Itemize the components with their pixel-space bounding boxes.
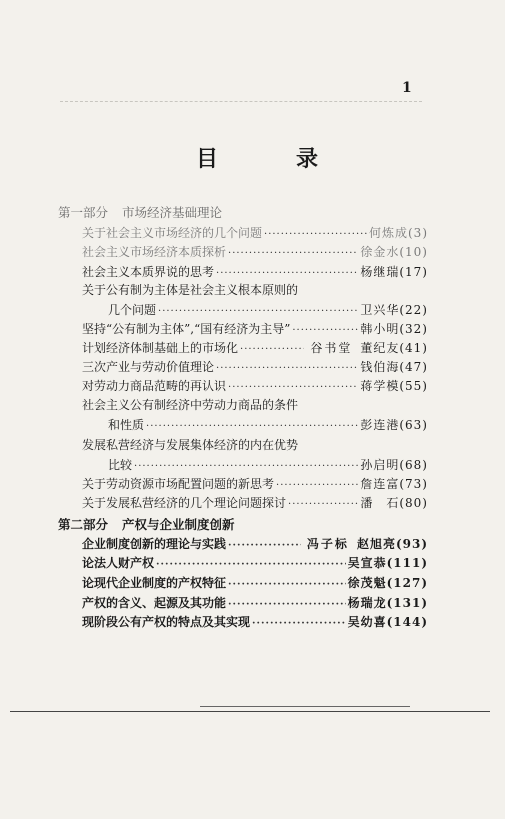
page-title: 目 录: [196, 146, 347, 172]
leader-dots: [264, 229, 367, 240]
part-name: 市场经济基础理论: [122, 205, 223, 220]
page-number: 1: [402, 80, 412, 96]
entry-coauthor: 谷书堂: [310, 341, 353, 355]
leader-dots: [158, 306, 358, 317]
leader-dots: [228, 382, 358, 393]
entry-title-line1: 发展私营经济与发展集体经济的内在优势: [82, 438, 299, 452]
entry-title: 对劳动力商品范畴的再认识: [82, 379, 227, 393]
entry-title: 和性质: [108, 418, 145, 432]
entry-title: 比较: [108, 458, 133, 472]
entry-title: 社会主义市场经济本质探析: [82, 245, 227, 259]
toc-entry: [82, 613, 428, 631]
entry-author: 詹连富(73): [360, 477, 428, 491]
leader-dots: [228, 579, 346, 590]
entry-author: 孙启明(68): [360, 458, 428, 472]
leader-dots: [228, 540, 301, 551]
part-label: 第一部分: [58, 205, 109, 220]
part-label: 第二部分: [58, 517, 109, 532]
leader-dots: [252, 618, 346, 629]
entry-author: 彭连港(63): [360, 418, 428, 432]
entry-title: 企业制度创新的理论与实践: [82, 537, 227, 551]
part-heading: [58, 515, 235, 533]
entry-title-line1: 关于公有制为主体是社会主义根本原则的: [82, 283, 299, 297]
toc-entry: [82, 339, 428, 357]
toc-entry: [108, 301, 428, 319]
entry-author: 徐茂魁(127): [347, 576, 428, 590]
entry-title: 产权的含义、起源及其功能: [82, 596, 227, 610]
entry-title: 论法人财产权: [82, 556, 155, 570]
toc-entry: [82, 320, 428, 338]
footer-rule-short: [200, 706, 410, 707]
entry-author: 吴幼喜(144): [347, 615, 428, 629]
leader-dots: [216, 268, 358, 279]
leader-dots: [240, 344, 304, 355]
toc-entry: [82, 535, 428, 553]
leader-dots: [156, 559, 346, 570]
entry-author: 钱伯海(47): [360, 360, 428, 374]
entry-author: 赵旭亮(93): [356, 537, 428, 551]
toc-entry: [82, 377, 428, 395]
entry-author: 韩小明(32): [360, 322, 428, 336]
entry-title: 关于发展私营经济的几个理论问题探讨: [82, 496, 287, 510]
entry-author: 何炼成(3): [369, 226, 428, 240]
leader-dots: [146, 421, 358, 432]
entry-title: 社会主义本质界说的思考: [82, 265, 215, 279]
toc-entry: [108, 416, 428, 434]
entry-title: 三次产业与劳动价值理论: [82, 360, 215, 374]
leader-dots: [134, 461, 358, 472]
entry-author: 杨继瑞(17): [360, 265, 428, 279]
entry-title: 论现代企业制度的产权特征: [82, 576, 227, 590]
leader-dots: [228, 599, 346, 610]
part-heading: [58, 203, 222, 221]
toc-entry: [108, 456, 428, 474]
entry-title: 关于劳动资源市场配置问题的新思考: [82, 477, 275, 491]
entry-title: 关于社会主义市场经济的几个问题: [82, 226, 263, 240]
entry-author: 吴宣恭(111): [347, 556, 428, 570]
toc-entry: [82, 263, 428, 281]
entry-author: 董纪友(41): [360, 341, 428, 355]
toc-entry: [82, 594, 428, 612]
entry-coauthor: 冯子标: [306, 537, 349, 551]
footer-rule: [10, 711, 490, 712]
entry-title: 现阶段公有产权的特点及其实现: [82, 615, 251, 629]
part-name: 产权与企业制度创新: [122, 517, 235, 532]
entry-author: 蒋学模(55): [360, 379, 428, 393]
toc-entry: [82, 494, 428, 512]
toc-entry: [82, 574, 428, 592]
toc-entry: [82, 358, 428, 376]
leader-dots: [216, 363, 358, 374]
entry-title: 计划经济体制基础上的市场化: [82, 341, 239, 355]
entry-author: 杨瑞龙(131): [347, 596, 428, 610]
entry-title-line1: 社会主义公有制经济中劳动力商品的条件: [82, 398, 299, 412]
entry-title: 几个问题: [108, 303, 157, 317]
leader-dots: [292, 325, 358, 336]
entry-author: 潘 石(80): [360, 496, 428, 510]
toc-entry: [82, 243, 428, 261]
entry-author: 卫兴华(22): [360, 303, 428, 317]
toc-entry: [82, 475, 428, 493]
toc-entry: [82, 554, 428, 572]
leader-dots: [276, 480, 358, 491]
toc-entry: [82, 224, 428, 242]
entry-title: 坚持“公有制为主体”,“国有经济为主导”: [82, 322, 291, 336]
leader-dots: [228, 248, 358, 259]
leader-dots: [288, 499, 358, 510]
entry-author: 徐金水(10): [360, 245, 428, 259]
